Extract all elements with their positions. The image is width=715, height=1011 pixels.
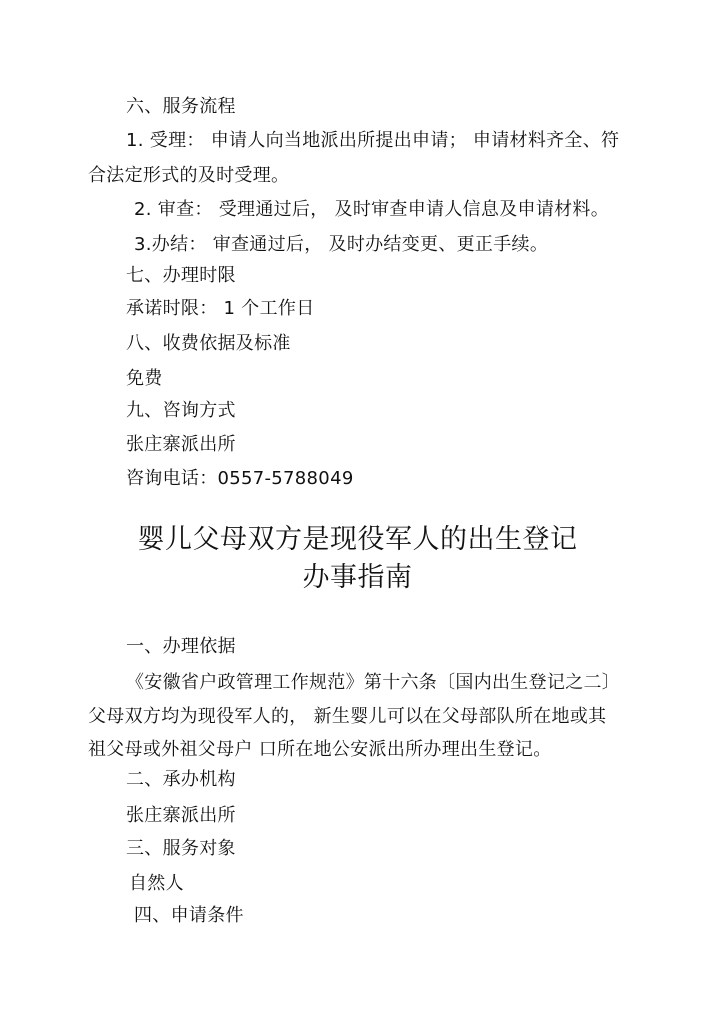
basis-line2: 父母双方均为现役军人的， 新生婴儿可以在父母部队所在地或其 xyxy=(88,706,607,727)
step-review: 2. 审查： 受理通过后， 及时审查申请人信息及申请材料。 xyxy=(134,199,610,220)
guide-title-line2: 办事指南 xyxy=(302,562,413,593)
heading-fee: 八、收费依据及标准 xyxy=(126,333,291,354)
heading-service-process: 六、服务流程 xyxy=(126,96,236,117)
time-limit-text: 承诺时限： 1 个工作日 xyxy=(126,298,315,319)
consult-phone: 咨询电话：0557-5788049 xyxy=(126,468,354,489)
heading-conditions: 四、申请条件 xyxy=(134,905,244,926)
guide-title-line1: 婴儿父母双方是现役军人的出生登记 xyxy=(137,524,578,555)
heading-basis: 一、办理依据 xyxy=(126,636,236,657)
step-accept-line2: 合法定形式的及时受理。 xyxy=(88,165,290,186)
basis-line3: 祖父母或外祖父母户 口所在地公安派出所办理出生登记。 xyxy=(88,739,552,760)
heading-time-limit: 七、办理时限 xyxy=(126,265,236,286)
agency-text: 张庄寨派出所 xyxy=(126,805,236,826)
heading-agency: 二、承办机构 xyxy=(126,769,236,790)
target-text: 自然人 xyxy=(129,873,184,894)
fee-text: 免费 xyxy=(126,368,163,389)
step-complete: 3.办结： 审查通过后， 及时办结变更、更正手续。 xyxy=(134,234,549,255)
heading-target: 三、服务对象 xyxy=(126,838,236,859)
consult-office: 张庄寨派出所 xyxy=(126,434,236,455)
heading-consult: 九、咨询方式 xyxy=(126,400,236,421)
basis-line1: 《安徽省户政管理工作规范》第十六条〔国内出生登记之二〕 xyxy=(126,672,621,693)
step-accept-line1: 1. 受理： 申请人向当地派出所提出申请； 申请材料齐全、符 xyxy=(126,130,620,151)
